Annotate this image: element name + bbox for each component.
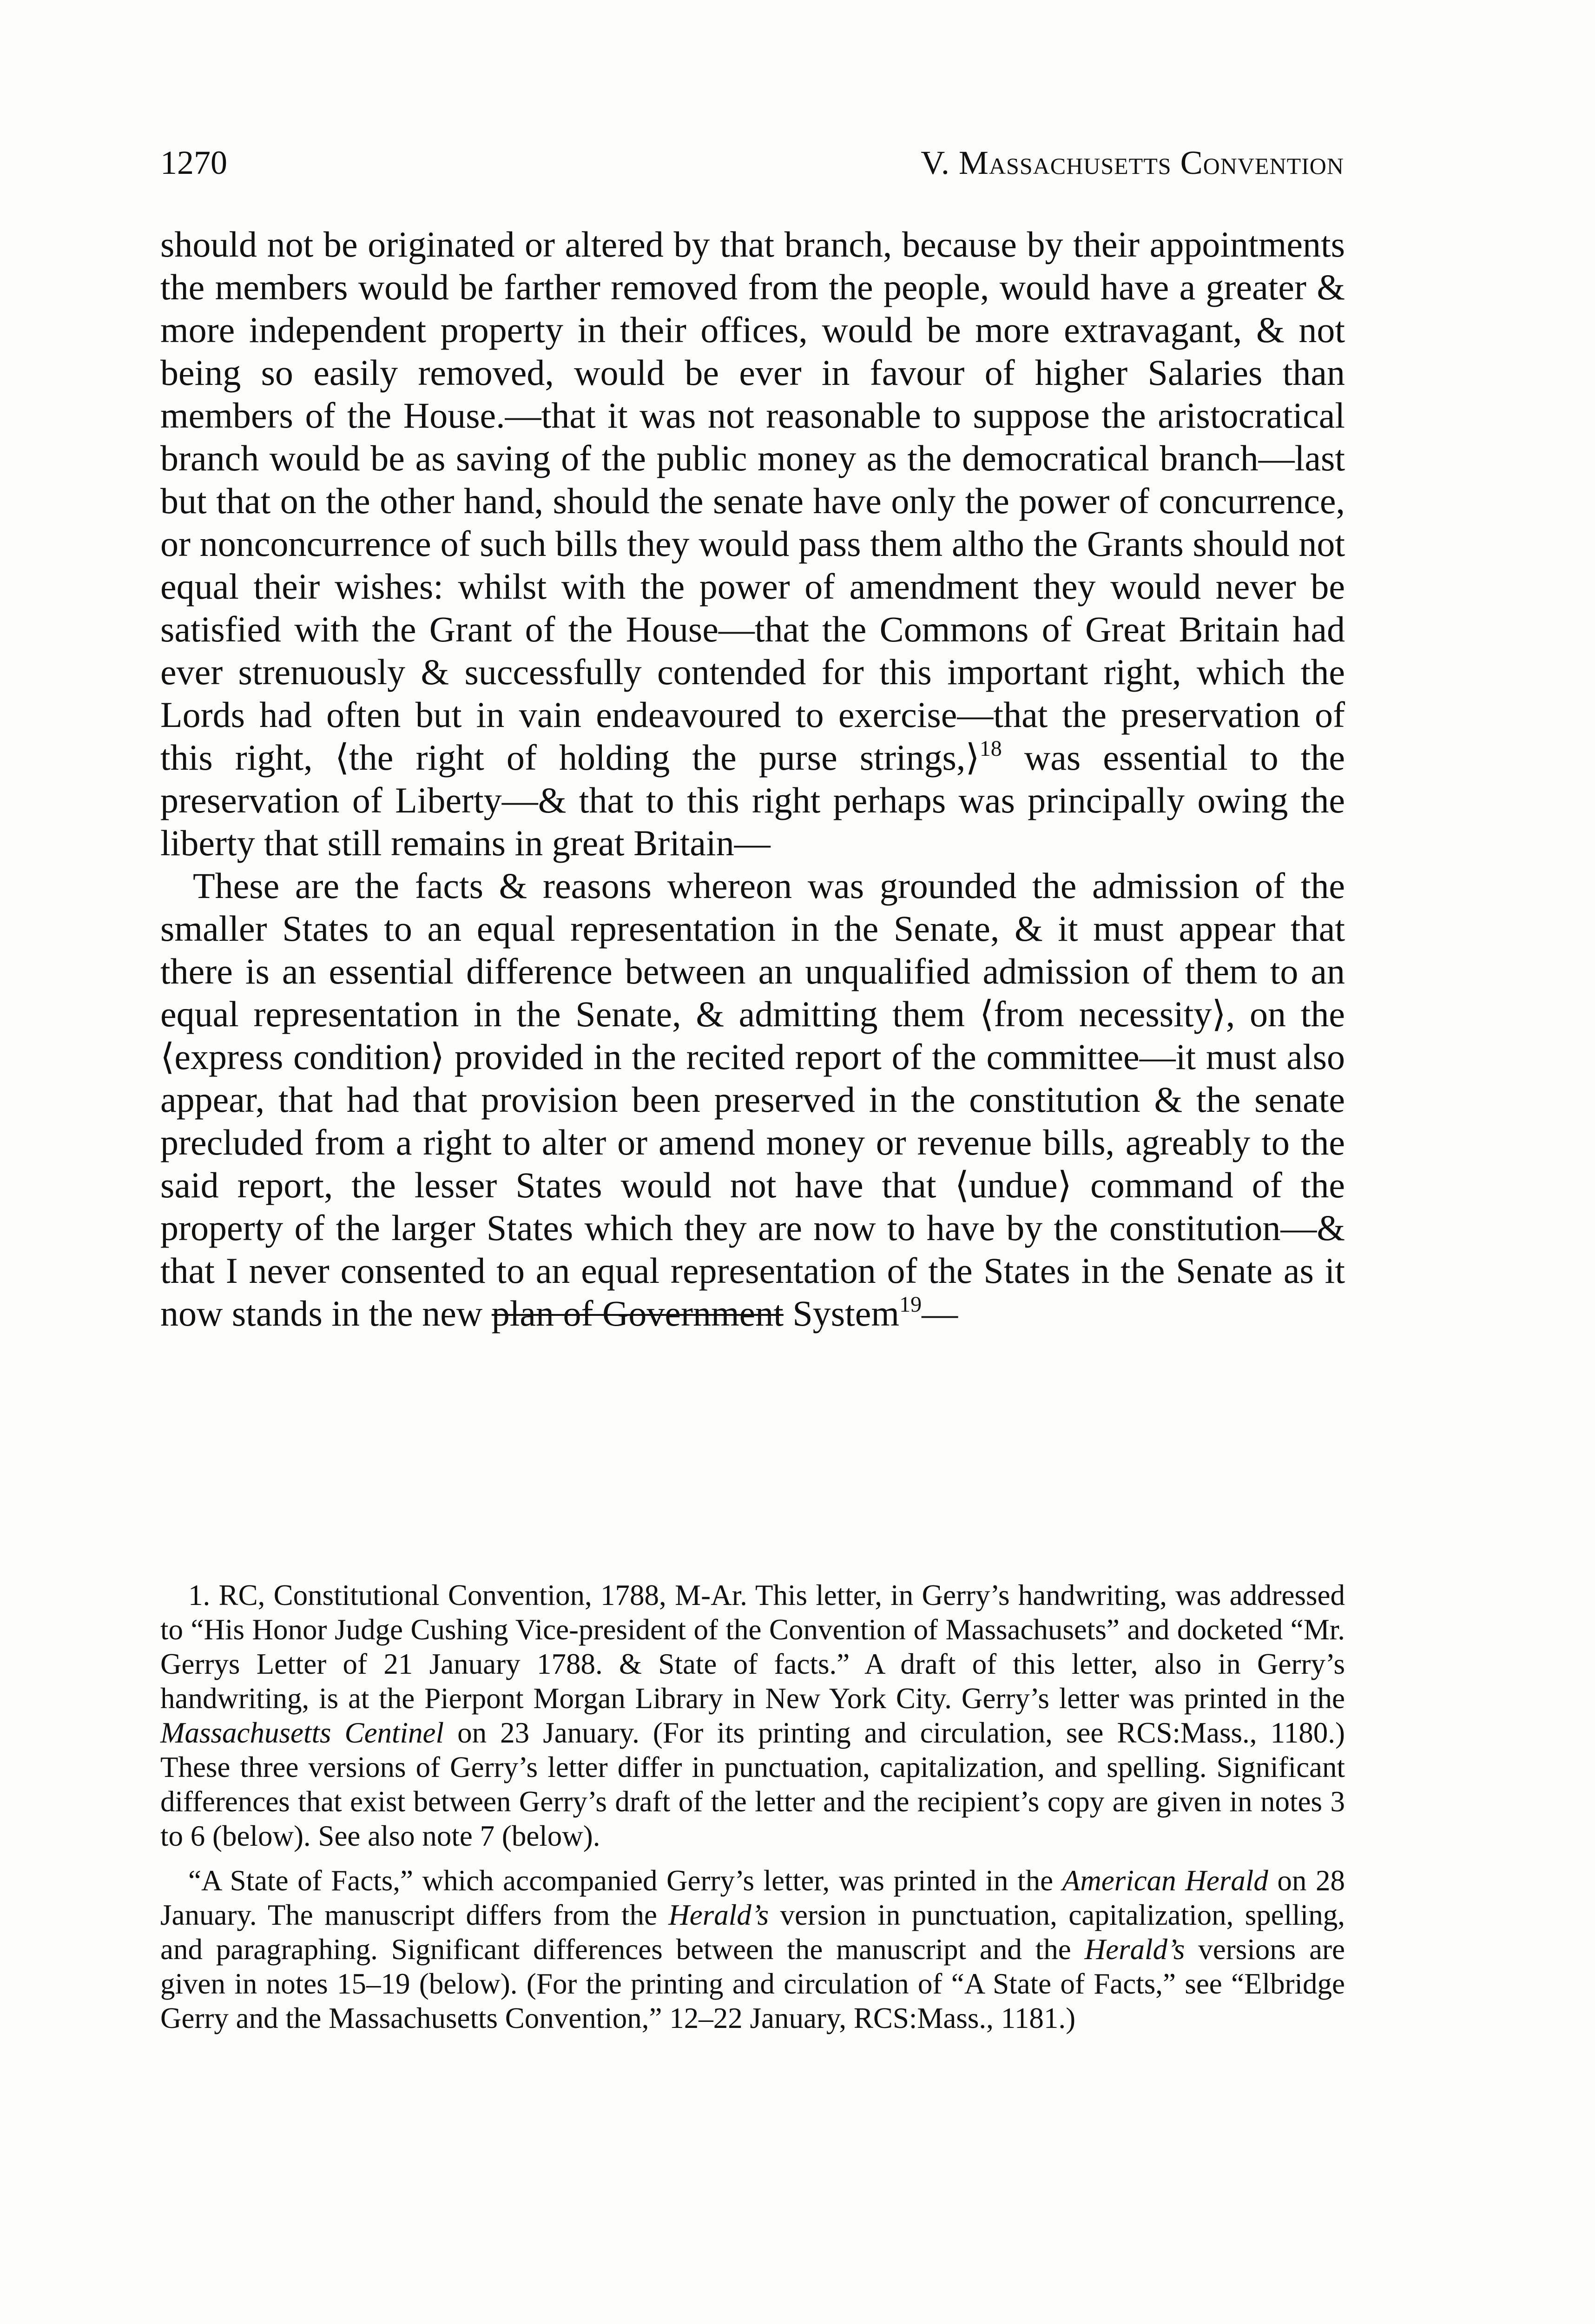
paragraph-1 bbox=[160, 223, 1345, 865]
footnote-2-text-a: “A State of Facts,” which accompanied Gerry’s letter, was printed in the bbox=[188, 1864, 1062, 1897]
note-ref-19: 19 bbox=[899, 1292, 922, 1317]
footnote-1-text-a: 1. RC, Constitutional Convention, 1788, M-Ar. This letter, in Gerry’s handwriting, was addressed to “His Honor Judge Cushing Vice-president of the Convention of Massachusets” and docketed “Mr. Gerrys Letter of 21 January 1788. & State of facts.” A draft of this letter, also in Gerry’s handwriting, is at the Pierpont Morgan Library in New York City. Gerry’s letter was printed in the bbox=[160, 1579, 1345, 1715]
page-header bbox=[160, 139, 1344, 186]
paragraph-2 bbox=[160, 865, 1345, 1335]
struck-text: plan of Government bbox=[491, 1293, 784, 1334]
footnotes bbox=[160, 1578, 1345, 2046]
footnote-1-continued bbox=[160, 1863, 1345, 2035]
running-head: V. Massachusetts Convention bbox=[921, 144, 1344, 181]
footnote-2-italic-2: Herald’s bbox=[668, 1899, 769, 1931]
paragraph-2-text-c: — bbox=[922, 1293, 958, 1334]
footnote-1-text-b: on 23 January. (For its printing and circulation, see RCS:Mass., 1180.) These three versions of Gerry’s letter differ in punctuation, capitalization, and spelling. Significant differences that exist between Gerry’s draft of the letter and the recipient’s copy are given in notes 3 to 6 (below). See also note 7 (below). bbox=[160, 1717, 1345, 1852]
footnote-2-italic-1: American Herald bbox=[1062, 1864, 1268, 1897]
paragraph-1-text-a: should not be originated or altered by that branch, because by their appointments the members would be farther removed from the people, would have a greater & more independent property in their offices, would be more extravagant, & not being so easily removed, would be ever in favour of higher Salaries than members of the House.—that it was not reasonable to suppose the aristocratical branch would be as saving of the public money as the democratical branch—last but that on the other hand, should the senate have only the power of concurrence, or nonconcurrence of such bills they would pass them altho the Grants should not equal their wishes: whilst with the power of amendment they would never be satisfied with the Grant of the House—that the Commons of Great Britain had ever strenuously & successfully contended for this important right, which the Lords had often but in vain endeavoured to exercise—that the preservation of this right, ⟨the right of holding the purse strings,⟩ bbox=[160, 224, 1345, 778]
paragraph-2-text-b: System bbox=[783, 1293, 900, 1334]
paragraph-2-text-a: These are the facts & reasons whereon was grounded the admission of the smaller States to an equal representation in the Senate, & it must appear that there is an essential difference between an unqualified admission of them to an equal representation in the Senate, & admitting them ⟨from necessity⟩, on the ⟨express condition⟩ provided in the recited report of the committee—it must also appear, that had that provision been preserved in the constitution & the senate precluded from a right to alter or amend money or revenue bills, agreably to the said report, the lesser States would not have that ⟨undue⟩ command of the property of the larger States which they are now to have by the constitution—& that I never consented to an equal representation of the States in the Senate as it now stands in the new bbox=[160, 865, 1345, 1334]
footnote-2-text-c: version in punctuation, capitalization, spelling, and paragraphing. Significant differences between the manuscript and the bbox=[160, 1899, 1345, 1966]
footnote-1-italic: Massachusetts Centinel bbox=[160, 1717, 444, 1749]
footnote-2-italic-3: Herald’s bbox=[1084, 1933, 1185, 1966]
footnote-1 bbox=[160, 1578, 1345, 1853]
body-text bbox=[160, 223, 1345, 1335]
note-ref-18: 18 bbox=[979, 736, 1002, 761]
paragraph-1-text-b: was essential to the preservation of Liberty—& that to this right perhaps was principally owing the liberty that still remains in great Britain— bbox=[160, 737, 1345, 863]
page-number: 1270 bbox=[160, 144, 227, 181]
footnote-2-text-d: versions are given in notes 15–19 (below). (For the printing and circulation of “A State of Facts,” see “Elbridge Gerry and the Massachusetts Convention,” 12–22 January, RCS:Mass., 1181.) bbox=[160, 1933, 1345, 2034]
footnote-2-text-b: on 28 January. The manuscript differs from the bbox=[160, 1864, 1345, 1931]
